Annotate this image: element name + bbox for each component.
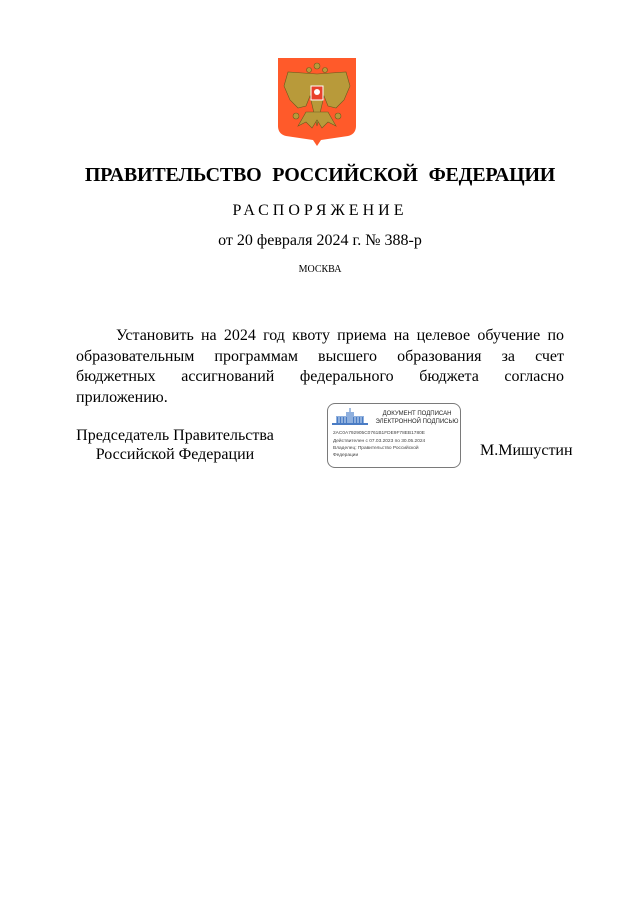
document-date-number: от 20 февраля 2024 г. № 388-р — [218, 232, 422, 249]
body-paragraph: Установить на 2024 год квоту приема на целевое обучение по образовательным программам высшего образования за счет бюджетных ассигнований федерального бюджета согласно приложению. — [76, 327, 564, 406]
document-city: МОСКВА — [298, 264, 342, 275]
stamp-owner-line1: Владелец: Правительство Российской — [333, 446, 419, 451]
stamp-certificate: 2AC0A792905C0761B1FDE9F78EB1780E — [333, 431, 426, 436]
stamp-owner-line2: Федерации — [333, 453, 359, 458]
stamp-heading — [374, 410, 460, 426]
stamp-heading-line2: ЭЛЕКТРОННОЙ ПОДПИСЬЮ — [375, 419, 459, 425]
stamp-validity: Действителен с 07.03.2023 по 30.05.2024 — [333, 439, 426, 444]
coat-of-arms-icon — [276, 56, 358, 146]
document-body — [76, 326, 564, 408]
stamp-heading-line1: ДОКУМЕНТ ПОДПИСАН — [382, 411, 452, 417]
signer-name: М.Мишустин — [480, 442, 573, 459]
signer-position — [70, 426, 280, 464]
signer-position-line1: Председатель Правительства — [76, 427, 274, 444]
signer-position-line2: Российской Федерации — [95, 446, 255, 463]
document-type: РАСПОРЯЖЕНИЕ — [232, 202, 408, 219]
document-title: ПРАВИТЕЛЬСТВО РОССИЙСКОЙ ФЕДЕРАЦИИ — [84, 164, 556, 186]
government-building-icon — [332, 408, 368, 426]
electronic-signature-stamp — [327, 403, 461, 468]
